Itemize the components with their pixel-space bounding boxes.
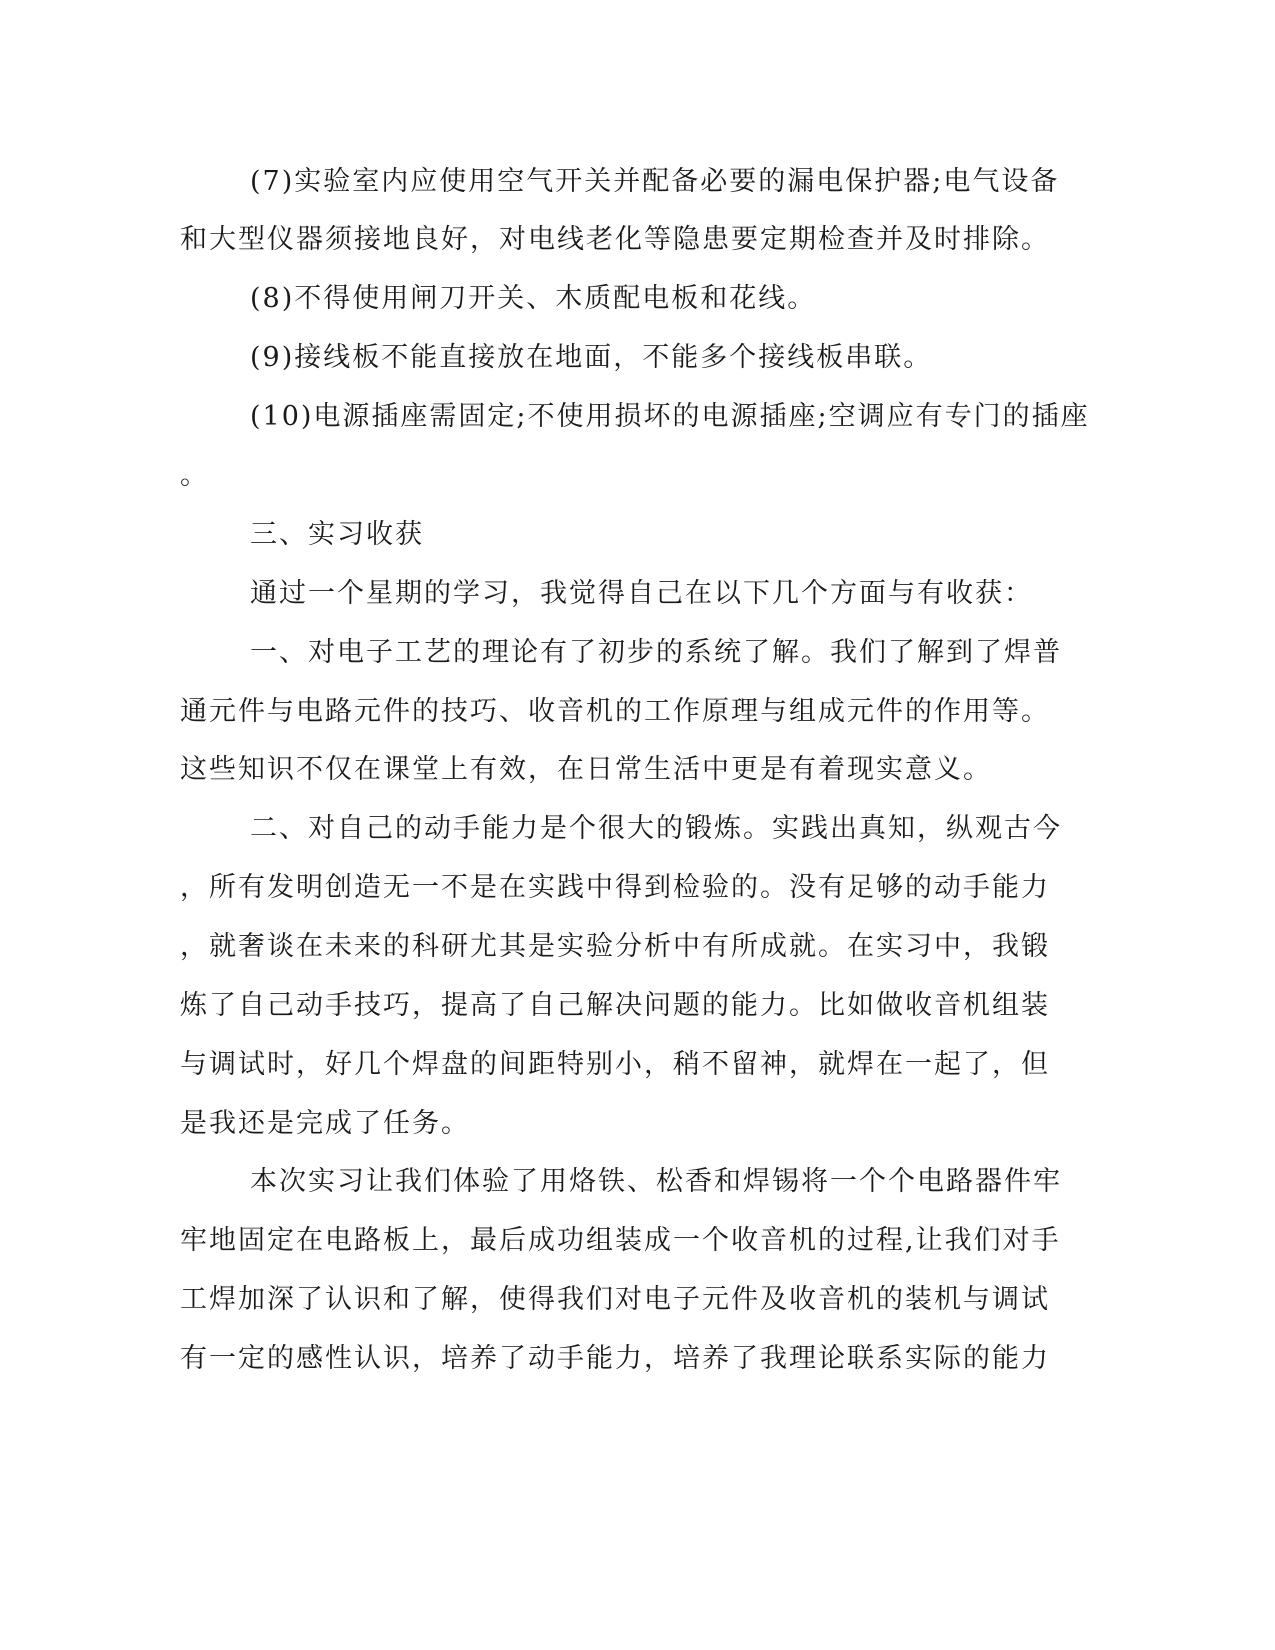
text-line: 这些知识不仅在课堂上有效，在日常生活中更是有着现实意义。 — [180, 754, 992, 785]
text-line: 工焊加深了认识和了解，使得我们对电子元件及收音机的装机与调试 — [180, 1284, 1050, 1315]
text-line: 有一定的感性认识，培养了动手能力，培养了我理论联系实际的能力 — [180, 1343, 1050, 1374]
text-line: (7)实验室内应使用空气开关并配备必要的漏电保护器;电气设备 — [250, 166, 1060, 197]
text-line: ，就奢谈在未来的科研尤其是实验分析中有所成就。在实习中，我锻 — [180, 931, 1050, 962]
text-line: 牢地固定在电路板上，最后成功组装成一个收音机的过程,让我们对手 — [180, 1225, 1061, 1256]
text-line: 本次实习让我们体验了用烙铁、松香和焊锡将一个个电路器件牢 — [250, 1166, 1062, 1197]
text-line: 一、对电子工艺的理论有了初步的系统了解。我们了解到了焊普 — [250, 637, 1062, 668]
text-line: (8)不得使用闸刀开关、木质配电板和花线。 — [250, 283, 817, 314]
text-line: ，所有发明创造无一不是在实践中得到检验的。没有足够的动手能力 — [180, 872, 1050, 903]
text-line: 与调试时，好几个焊盘的间距特别小，稍不留神，就焊在一起了，但 — [180, 1049, 1050, 1080]
text-line: 通过一个星期的学习，我觉得自己在以下几个方面与有收获： — [250, 578, 1033, 609]
text-line: 通元件与电路元件的技巧、收音机的工作原理与组成元件的作用等。 — [180, 696, 1050, 727]
text-line: 。 — [180, 460, 209, 491]
text-line: 二、对自己的动手能力是个很大的锻炼。实践出真知，纵观古今 — [250, 813, 1062, 844]
text-line: 是我还是完成了任务。 — [180, 1108, 470, 1139]
text-line: 和大型仪器须接地良好，对电线老化等隐患要定期检查并及时排除。 — [180, 224, 1050, 255]
text-line: (10)电源插座需固定;不使用损坏的电源插座;空调应有专门的插座 — [250, 401, 1090, 432]
text-line: 炼了自己动手技巧，提高了自己解决问题的能力。比如做收音机组装 — [180, 990, 1050, 1021]
section-heading: 三、实习收获 — [250, 519, 424, 550]
text-line: (9)接线板不能直接放在地面，不能多个接线板串联。 — [250, 342, 933, 373]
